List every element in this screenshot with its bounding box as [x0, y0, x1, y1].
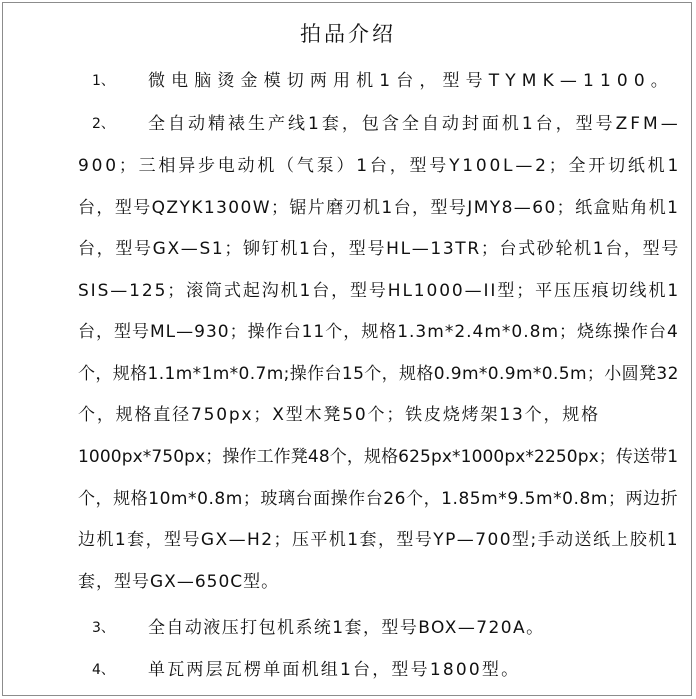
item-text-line: 个，规格1.1m*1m*0.7m;操作台15个，规格0.9m*0.9m*0.5m；小圆凳32 [78, 364, 679, 384]
item-number: 3、 [92, 620, 115, 636]
item-text-line: 全自动液压打包机系统1套，型号BOX—720A。 [148, 618, 545, 638]
item-text-line: 全自动精裱生产线1套，包含全自动封面机1台，型号ZFM— [148, 114, 681, 134]
item-text-line: 微电脑烫金模切两用机1台，型号TYMK—1100。 [148, 71, 674, 91]
item-text-line: 个，规格10m*0.8m；玻璃台面操作台26个，1.85m*9.5m*0.8m；两边折 [78, 489, 679, 509]
item-text-line: 台，型号QZYK1300W；锯片磨刃机1台，型号JMY8—60；纸盒贴角机1 [78, 198, 680, 218]
item-number: 2、 [92, 116, 115, 132]
item-text-line: 边机1套，型号GX—H2；压平机1套，型号YP—700型;手动送纸上胶机1 [78, 530, 679, 550]
item-text-line: 单瓦两层瓦楞单面机组1台，型号1800型。 [148, 660, 521, 680]
item-number: 4、 [92, 662, 115, 678]
item-text-line: 900；三相异步电动机（气泵）1台，型号Y100L—2；全开切纸机1 [78, 156, 682, 176]
item-number: 1、 [92, 73, 115, 89]
item-text-line: 个，规格直径750px；X型木凳50个；铁皮烧烤架13个，规格 [78, 405, 600, 425]
item-text-line: 台，型号ML—930；操作台11个，规格1.3m*2.4m*0.8m；烧练操作台4 [78, 322, 679, 342]
item-text-line: 台，型号GX—S1；铆钉机1台，型号HL—13TR；台式砂轮机1台，型号 [78, 239, 680, 259]
page-title: 拍品介绍 [300, 22, 396, 46]
item-text-line: 1000px*750px；操作工作凳48个，规格625px*1000px*2250px；传送带1 [78, 447, 679, 467]
item-text-line: 套，型号GX—650C型。 [78, 572, 280, 592]
item-text-line: SIS—125；滚筒式起沟机1台，型号HL1000—II型；平压压痕切线机1 [78, 281, 681, 301]
